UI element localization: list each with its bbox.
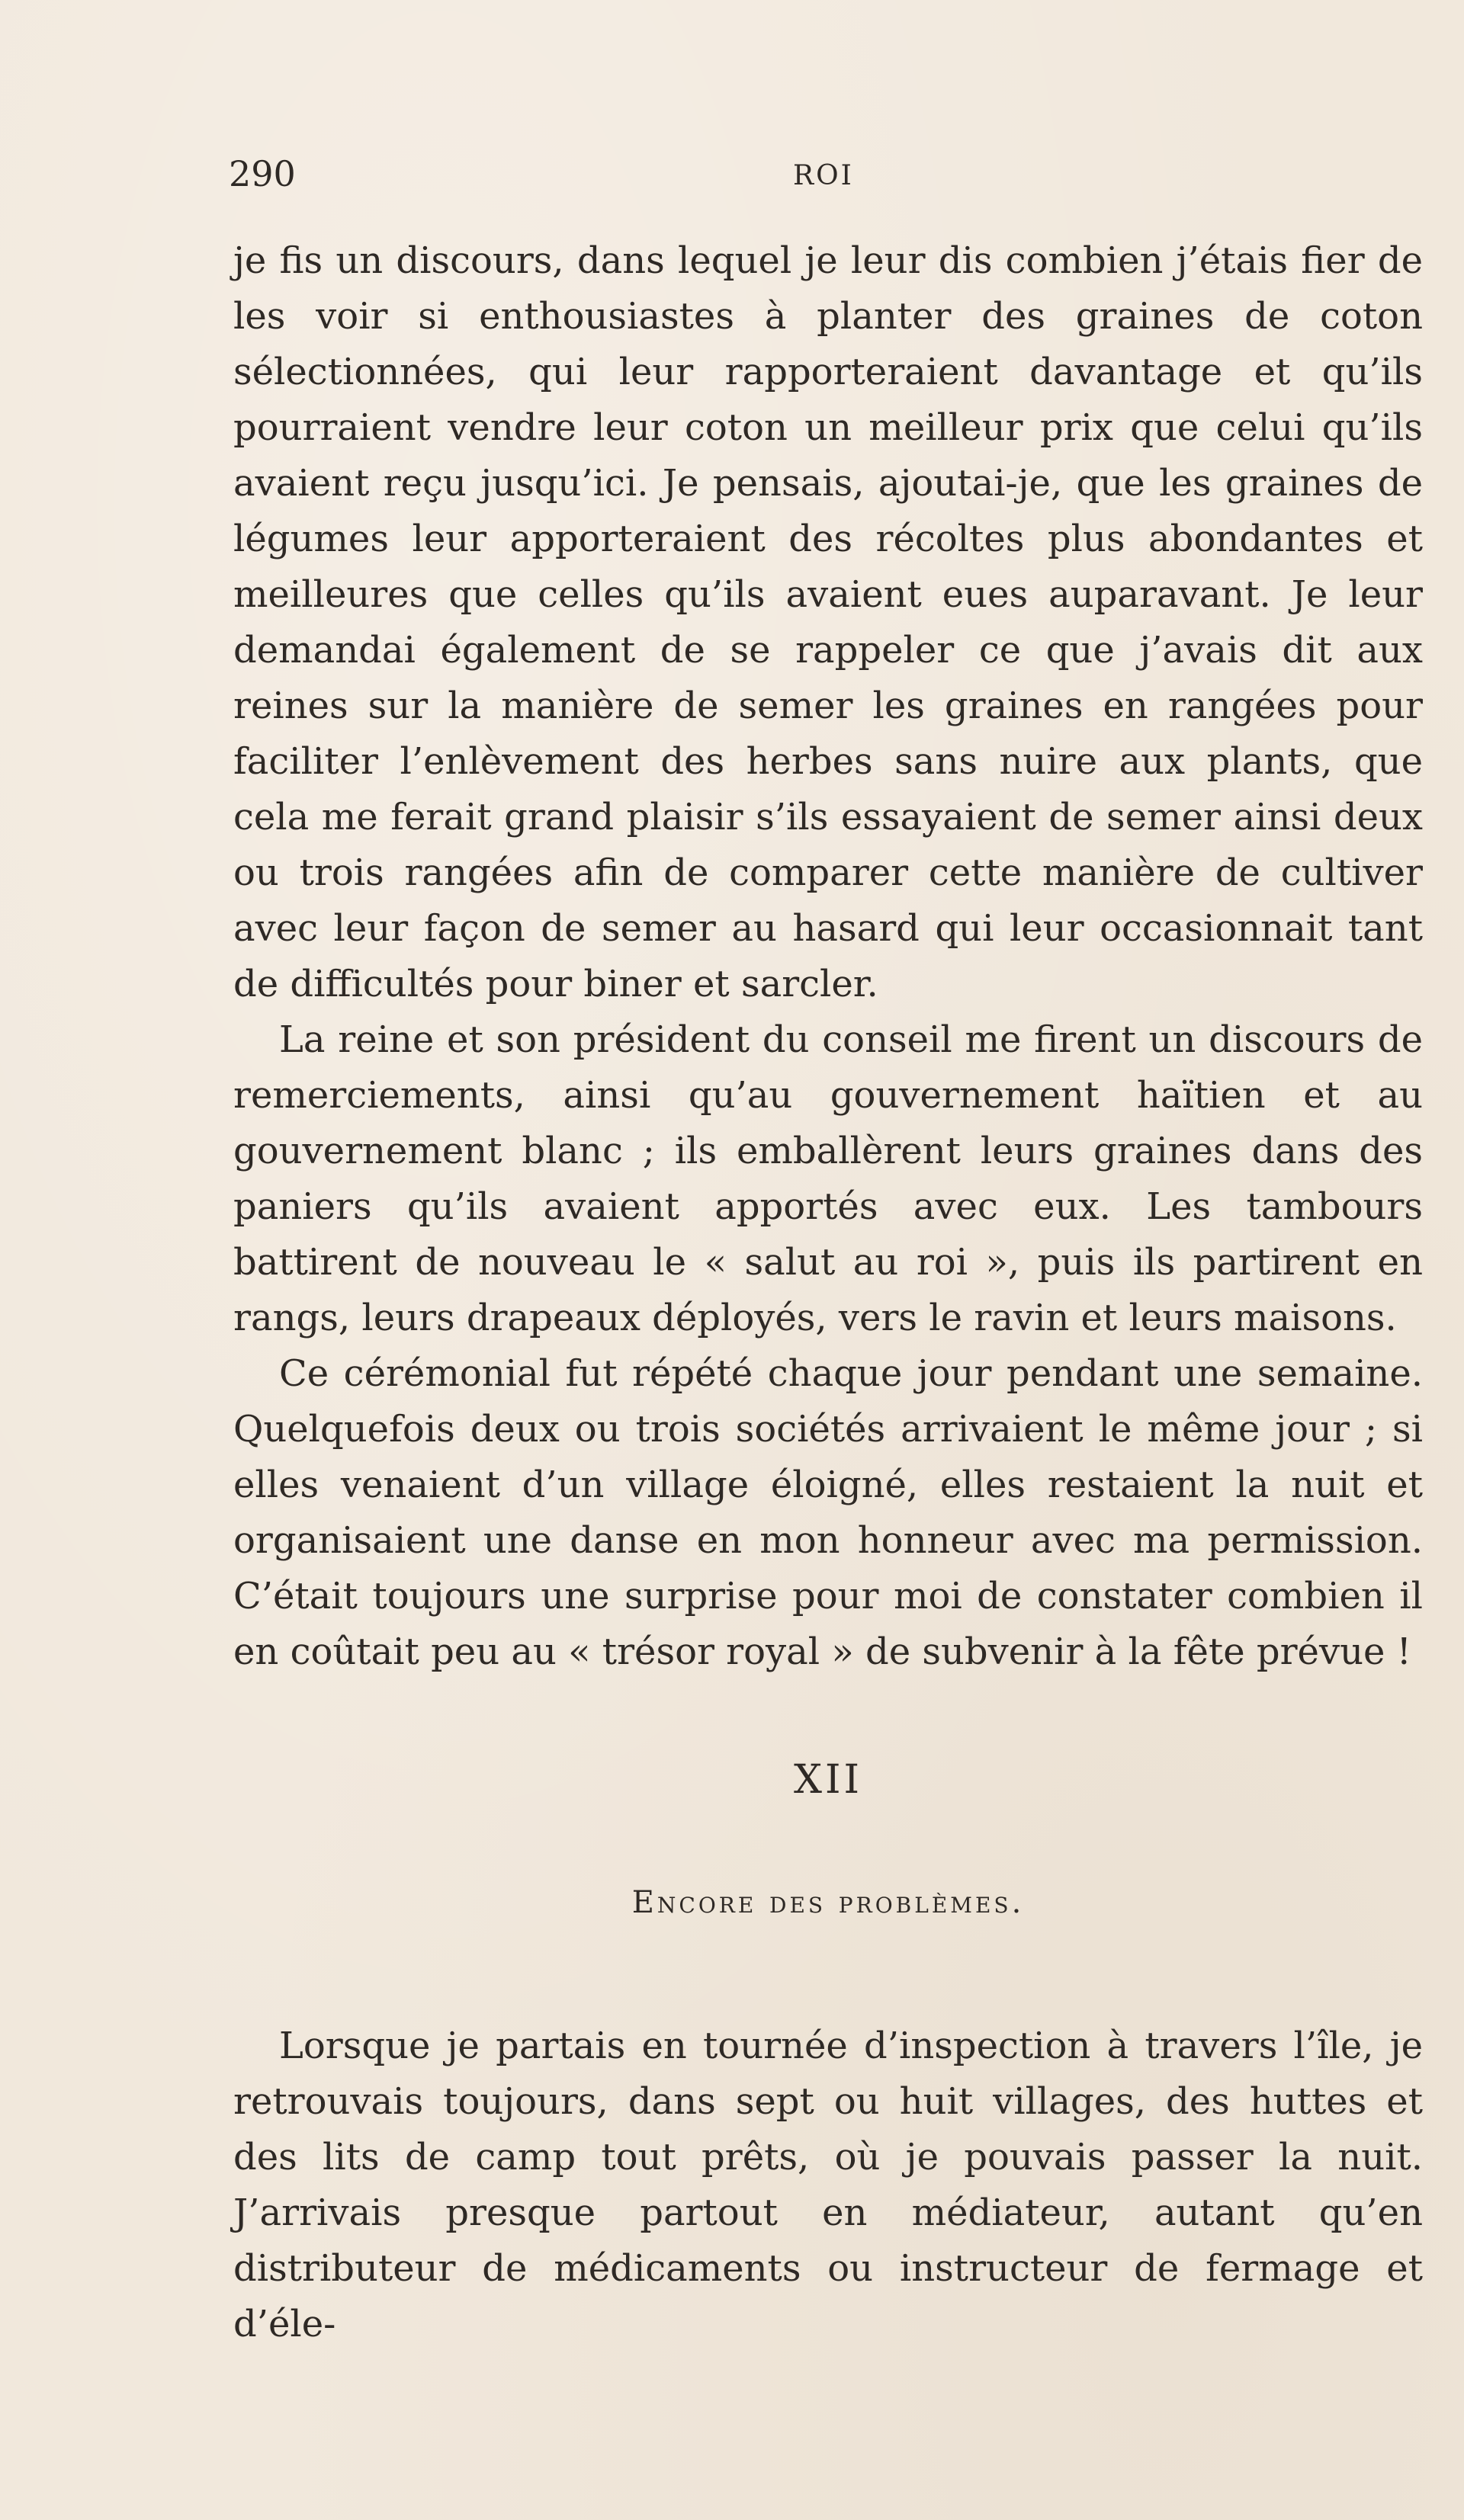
- paragraph: La reine et son président du conseil me firent un discours de remerciements, ainsi qu’au gouvernement haïtien et au gouvernement blanc ; ils emballèrent leurs graines dans des paniers qu’ils avaient apportés avec eux. Les tambours battirent de nouveau le « salut au roi », puis ils partirent en rangs, leurs drapeaux déployés, vers le ravin et leurs maisons.: [233, 1018, 1423, 1339]
- paragraph: Lorsque je partais en tournée d’inspection à travers l’île, je retrouvais toujours, dans sept ou huit villages, des huttes et des lits de camp tout prêts, où je pouvais passer la nuit. J’arrivais presque partout en médiateur, autant qu’en distributeur de médicaments ou instructeur de fermage et d’éle-: [233, 2025, 1423, 2345]
- running-head: [229, 151, 1424, 197]
- paragraph: Ce cérémonial fut répété chaque jour pendant une semaine. Quelquefois deux ou trois sociétés arrivaient le même jour ; si elles venaient d’un village éloigné, elles restaient la nuit et organisaient une danse en mon honneur avec ma permission. C’était toujours une surprise pour moi de constater combien il en coûtait peu au « trésor royal » de subvenir à la fête prévue !: [233, 1352, 1423, 1673]
- chapter-number: XII: [793, 1757, 863, 1803]
- chapter-body-text: [233, 2018, 1423, 2352]
- body-text: [233, 233, 1423, 1680]
- chapter-title: Encore des problèmes.: [631, 1885, 1025, 1920]
- running-title: ROI: [793, 160, 854, 191]
- page-number: 290: [229, 153, 296, 194]
- paragraph: je fis un discours, dans lequel je leur dis combien j’étais fier de les voir si enthousiastes à planter des graines de coton sélectionnées, qui leur rapporteraient davantage et qu’ils pourraient vendre leur coton un meilleur prix que celui qu’ils avaient reçu jusqu’ici. Je pensais, ajoutai-je, que les graines de légumes leur apporteraient des récoltes plus abondantes et meilleures que celles qu’ils avaient eues auparavant. Je leur demandai également de se rappeler ce que j’avais dit aux reines sur la manière de semer les graines en rangées pour faciliter l’enlèvement des herbes sans nuire aux plants, que cela me ferait grand plaisir s’ils essayaient de semer ainsi deux ou trois rangées afin de comparer cette manière de cultiver avec leur façon de semer au hasard qui leur occasionnait tant de difficultés pour biner et sarcler.: [233, 239, 1423, 1005]
